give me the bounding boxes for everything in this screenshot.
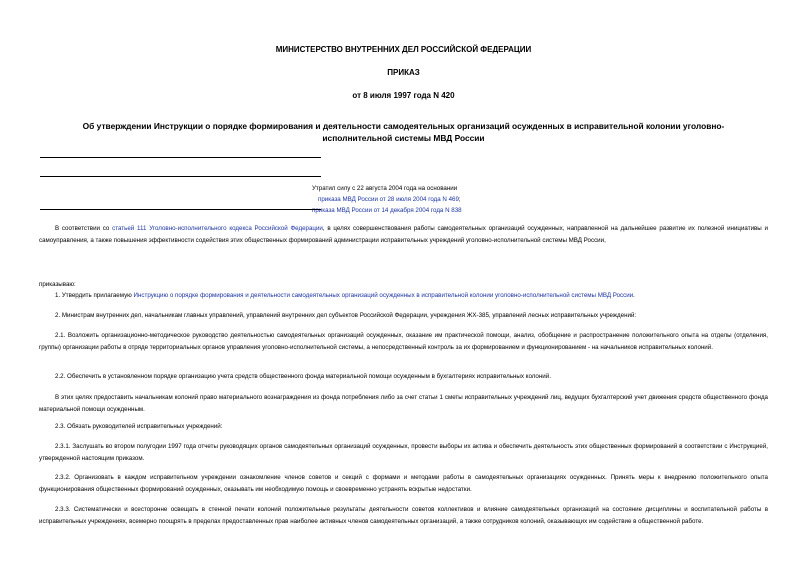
order-word: приказываю: — [39, 281, 76, 288]
item-2-3-3: 2.3.3. Систематически и всесторонне освещать в стенной печати колоний положительные результаты деятельности советов коллективов и влияние самодеятельных организаций на состояние дисциплины и воспитательной работы в исправительных учреждениях, всемерно поощрять в пределах предоставленных прав наиболее активных членов самодеятельных организаций, а также сотрудников колоний, оказывающих им содействие в общественной работе. — [39, 506, 768, 525]
divider-bottom — [40, 209, 321, 210]
title-line-2: исполнительной системы МВД России — [322, 133, 485, 143]
item-2-1: 2.1. Возложить организационно-методическое руководство деятельностью самодеятельных организаций осужденных, оказание им практической помощи, анализ, обобщение и распространение положительного опыта на отделы (отделения, группы) организации работы в отряде территориальных органов управления уголовно-исполнительной системы, а непосредственный контроль за их формированием и функционированием - на начальников исправительных колоний. — [39, 332, 768, 351]
document-title — [30, 120, 777, 144]
status-separator: ; — [458, 196, 461, 203]
document-type: ПРИКАЗ — [387, 68, 420, 77]
item-1 — [39, 290, 768, 302]
preamble-text-start: В соответствии со — [55, 225, 113, 232]
status-line: Утратил силу с 22 августа 2004 года на основании — [312, 185, 458, 192]
repeal-order-link-838[interactable]: приказа МВД России от 14 декабря 2004 года N 838 — [312, 207, 462, 214]
preamble-paragraph — [39, 223, 768, 246]
item-2-2: 2.2. Обеспечить в установленном порядке организацию учета средств общественного фонда материальной помощи осужденным в бухгалтериях исправительных колоний. — [55, 373, 551, 380]
item-1-end: . — [633, 292, 635, 299]
item-2-3: 2.3. Обязать руководителей исправительных учреждений: — [55, 423, 223, 430]
item-2: 2. Министрам внутренних дел, начальникам главных управлений, управлений внутренних дел субъектов Российской Федерации, учреждения ЖХ-385, управлений лесных исправительных учреждений: — [55, 312, 637, 319]
instruction-link[interactable]: Инструкцию о порядке формирования и деятельности самодеятельных организаций осужденных в исправительной колонии уголовно-исполнительной системы МВД России — [133, 292, 634, 299]
document-date-number: от 8 июля 1997 года N 420 — [352, 91, 455, 100]
item-2-3-2: 2.3.2. Организовать в каждом исправительном учреждении ознакомление членов советов и секций с формами и методами работы в самодеятельных организациях осужденных. Принять меры к внедрению положительного опыта функционирования общественных формирований осужденных, оказывать им необходимую помощь и своевременно устранять вскрытые недостатки. — [39, 474, 768, 493]
item-2-2-b: В этих целях предоставить начальникам колоний право материального вознаграждения из фонда потребления либо за счет статьи 1 сметы исправительных учреждений лиц, ведущих бухгалтерский учет движения средств общественного фонда материальной помощи осужденным. — [39, 394, 768, 413]
code-article-link[interactable]: статьей 111 Уголовно-исполнительного кодекса Российской Федерации — [112, 225, 323, 232]
ministry-heading: МИНИСТЕРСТВО ВНУТРЕННИХ ДЕЛ РОССИЙСКОЙ ФЕДЕРАЦИИ — [275, 45, 532, 54]
divider-top — [40, 157, 321, 158]
item-1-text: 1. Утвердить прилагаемую — [55, 292, 134, 299]
divider-middle — [40, 176, 321, 177]
repeal-order-link-469[interactable]: приказа МВД России от 28 июля 2004 года N 469 — [318, 196, 459, 203]
item-2-3-1: 2.3.1. Заслушать во втором полугодии 1997 года отчеты руководящих органов самодеятельных организаций осужденных, провести выборы их актива и обеспечить деятельность этих общественных формирований в соответствии с Инструкцией, утвержденной настоящим приказом. — [39, 443, 768, 462]
preamble-text-end: , в целях совершенствования работы самодеятельных организаций осужденных, направленной на дальнейшее развитие их полезной инициативы и самоуправления, а также повышения эффективности содействия этих общественных формирований администрации исправительных учреждений уголовно-исполнительной системы МВД России, — [39, 225, 768, 244]
title-line-1: Об утверждении Инструкции о порядке формирования и деятельности самодеятельных организаций осужденных в исправительной колонии уголовно- — [82, 121, 725, 131]
status-note — [312, 183, 502, 216]
